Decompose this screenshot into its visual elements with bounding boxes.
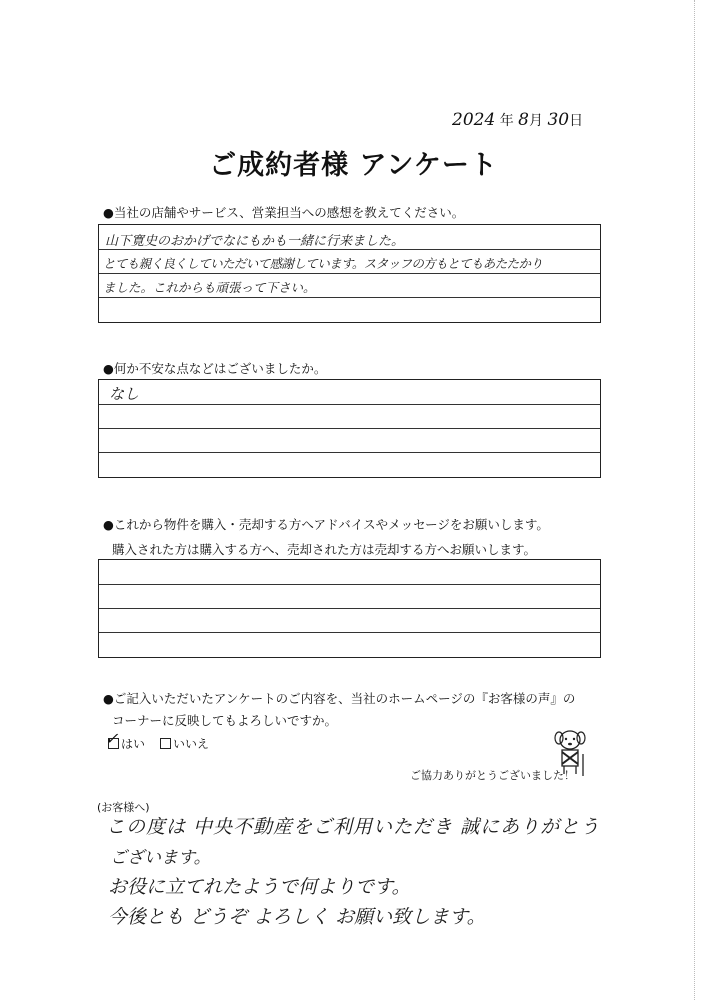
date-day: 30 <box>547 110 570 130</box>
question-2-label: ●何か不安な点などはございましたか。 <box>103 361 327 376</box>
answer-line: とても親く良くしていただいて感謝しています。スタッフの方もとてもあたたかり <box>103 256 543 271</box>
answer-line: なし <box>109 385 140 403</box>
checkbox-yes[interactable] <box>105 729 119 749</box>
customer-message-label: (お客様へ) <box>97 801 150 814</box>
answer-line: 山下寛史のおかげでなにもかも一緒に行来ました。 <box>105 234 405 249</box>
customer-message-line: お役に立てれたようで何よりです。 <box>108 876 411 898</box>
question-3-answer-box[interactable] <box>98 559 601 658</box>
date-month: 8 <box>518 110 529 130</box>
question-2-answer-box[interactable] <box>98 379 601 478</box>
ruled-line <box>99 452 600 453</box>
date-month-unit: 月 <box>529 113 543 129</box>
checkmark-icon: ✓ <box>105 729 119 748</box>
option-no[interactable] <box>160 735 209 752</box>
date-day-unit: 日 <box>569 113 584 129</box>
customer-message-line: ございます。 <box>110 848 211 868</box>
ruled-line <box>99 584 600 585</box>
ruled-line <box>99 273 600 274</box>
question-4-label-line2: コーナーに反映してもよろしいですか。 <box>112 713 338 728</box>
date-year-unit: 年 <box>499 113 514 129</box>
option-yes-label: はい <box>121 737 146 751</box>
date-field <box>452 110 583 130</box>
ruled-line <box>99 249 600 250</box>
customer-message-line: 今後とも どうぞ よろしく お願い致します。 <box>108 906 486 928</box>
option-no-label: いいえ <box>173 737 210 751</box>
checkbox-no[interactable] <box>160 738 171 749</box>
customer-message-line: この度は 中央不動産をご利用いただき 誠にありがとう <box>106 816 601 838</box>
question-1-answer-box[interactable] <box>98 224 601 323</box>
date-year: 2024 <box>452 110 496 130</box>
ruled-line <box>99 632 600 633</box>
option-yes[interactable] <box>105 729 146 752</box>
answer-line: ました。これからも頑張って下さい。 <box>103 280 316 295</box>
ruled-line <box>99 608 600 609</box>
question-3-label: ●これから物件を購入・売却する方へアドバイスやメッセージをお願いします。 <box>103 517 549 532</box>
question-1-label: ●当社の店舗やサービス、営業担当への感想を教えてください。 <box>103 205 465 220</box>
thanks-message: ご協力ありがとうございました！ <box>410 769 575 782</box>
ruled-line <box>99 428 600 429</box>
page-title: ご成約者様 アンケート <box>209 150 498 181</box>
ruled-line <box>99 297 600 298</box>
question-4-label-line1: ●ご記入いただいたアンケートのご内容を、当社のホームページの『お客様の声』の <box>103 691 576 706</box>
ruled-line <box>99 404 600 405</box>
question-3-sublabel: 購入された方は購入する方へ、売却された方は売却する方へお願いします。 <box>112 542 537 557</box>
